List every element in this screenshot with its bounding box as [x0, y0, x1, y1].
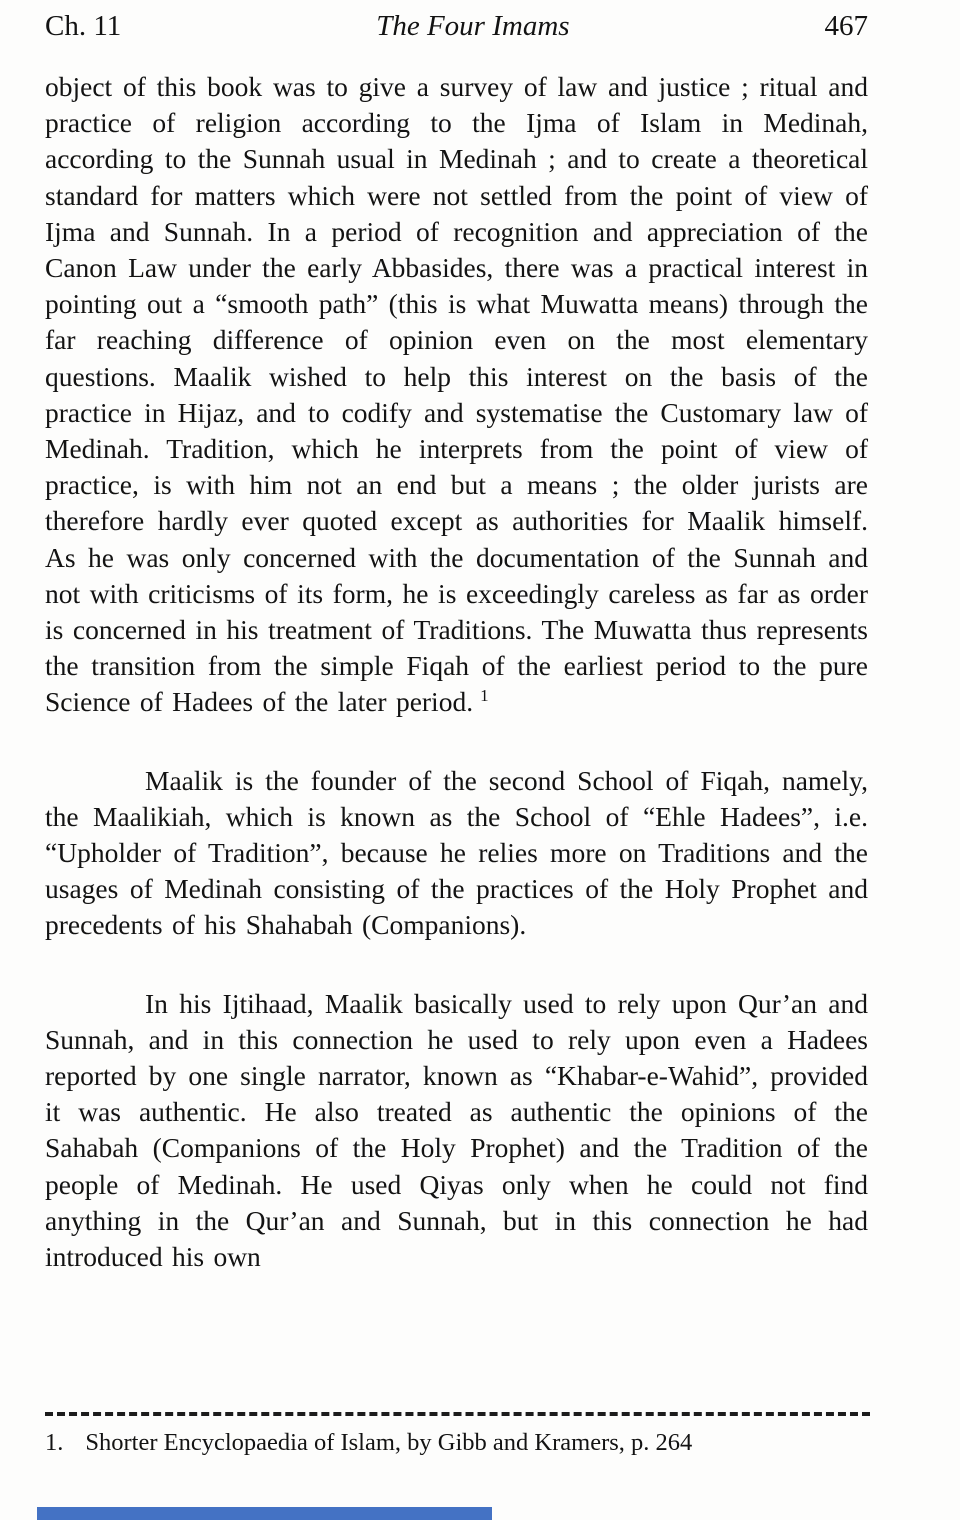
footnote-separator	[45, 1412, 870, 1416]
paragraph-continuation	[45, 69, 868, 721]
footnote-area	[45, 1412, 870, 1457]
paragraph-ijtihaad: In his Ijtihaad, Maalik basically used to rely upon Qur’an and Sunnah, and in this connection he used to rely upon even a Hadees reported by one single narrator, known as “Khabar-e-Wahid”, provided it was authentic. He also treated as authentic the opinions of the Sahabah (Companions of the Holy Prophet) and the Tradition of the people of Medinah. He used Qiyas only when he could not find anything in the Qur’an and Sunnah, but in this connection he had introduced his own	[45, 987, 868, 1273]
page-body	[45, 69, 868, 1275]
footnote-reference: 1	[480, 686, 489, 706]
footnote-number: 1.	[45, 1429, 64, 1456]
bottom-blue-bar	[37, 1507, 492, 1520]
footnote-text: Shorter Encyclopaedia of Islam, by Gibb and Kramers, p. 264	[85, 1429, 693, 1456]
running-title: The Four Imams	[376, 10, 570, 42]
paragraph-maalik-founder: Maalik is the founder of the second School of Fiqah, namely, the Maalikiah, which is known as the School of “Ehle Hadees”, i.e. “Upholder of Tradition”, because he relies more on Traditions and the usages of Medinah consisting of the practices of the Holy Prophet and precedents of his Shahabah (Companions).	[45, 764, 868, 941]
chapter-label: Ch. 11	[45, 10, 122, 42]
page-number: 467	[824, 10, 868, 42]
footnote	[45, 1429, 870, 1457]
paragraph-continuation-text: object of this book was to give a survey of law and justice ; ritual and practice of religion according to the Ijma of Islam in Medinah, according to the Sunnah usual in Medinah ; and to create a theoretical standard for matters which were not settled from the point of view of Ijma and Sunnah. In a period of recognition and appreciation of the Canon Law under the early Abbasides, there was a practical interest in pointing out a “smooth path” (this is what Muwatta means) through the far reaching difference of opinion even on the most elementary questions. Maalik wished to help this interest on the basis of the practice in Hijaz, and to codify and systematise the Customary law of Medinah. Tradition, which he interprets from the point of view of practice, is with him not an end but a means ; the older jurists are therefore hardly ever quoted except as authorities for Maalik himself. As he was only concerned with the documentation of the Sunnah and not with criticisms of its form, he is exceedingly careless as far as order is concerned in his treatment of Traditions. The Muwatta thus represents the transition from the simple Fiqah of the earliest period to the pure Science of Hadees of the later period.	[45, 71, 868, 718]
page-header	[45, 10, 868, 43]
